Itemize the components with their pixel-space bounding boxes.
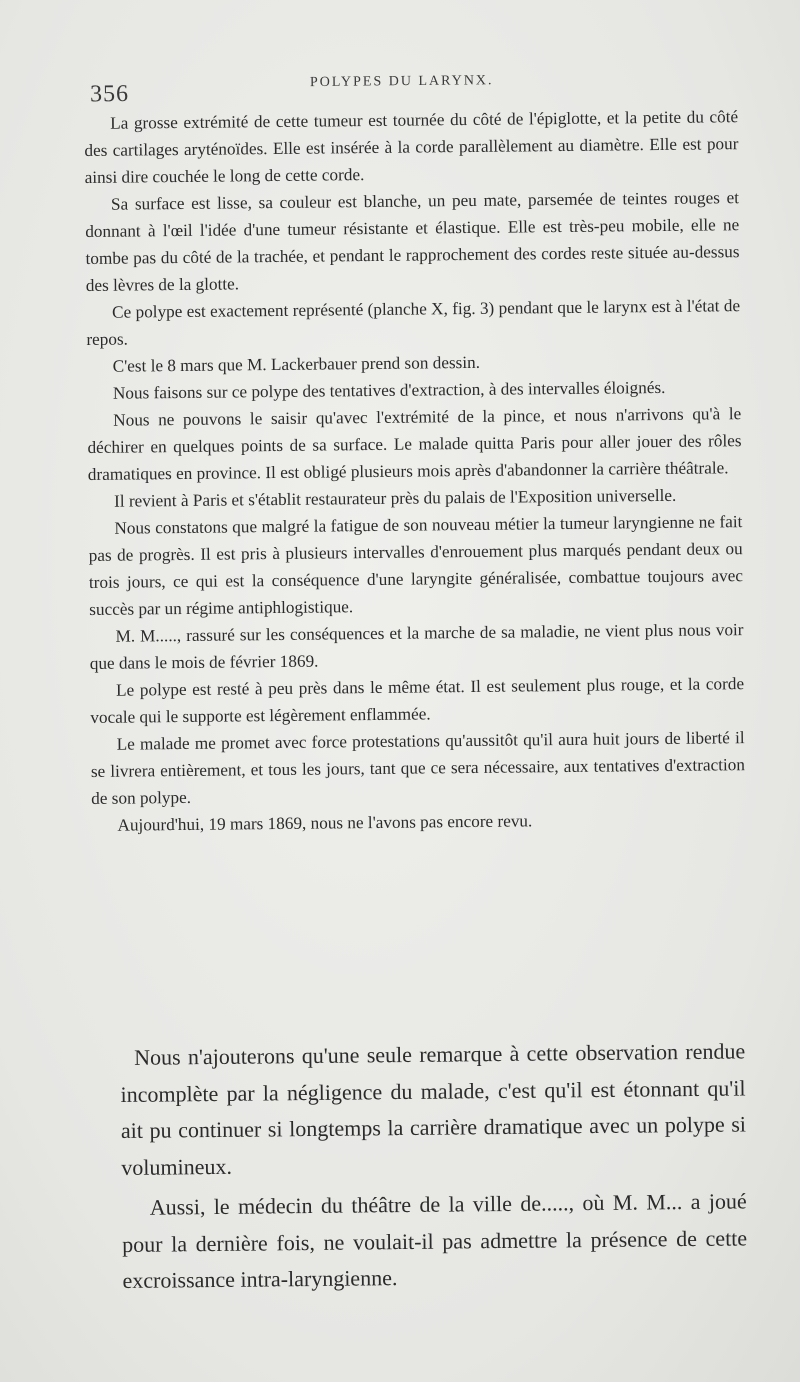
paragraph: Le malade me promet avec force protestations qu'aussitôt qu'il aura huit jours de liberté il se livrera entièrement, et tous les jours, tant que ce sera nécessaire, aux tentatives d'extraction de son polype. [90,728,745,808]
page-number: 356 [89,80,130,108]
paragraph: La grosse extrémité de cette tumeur est tournée du côté de l'épiglotte, et la petite du côté des cartilages aryténoïdes. Elle est insérée à la corde parallèlement au diamètre. Elle est pour ainsi dire couchée le long de cette corde. [84,107,739,187]
paragraph: Ce polype est exactement représenté (planche X, fig. 3) pendant que le larynx est à l'état de repos. [86,296,741,349]
paragraph: Il revient à Paris et s'établit restaurateur près du palais de l'Exposition universelle. [113,485,677,511]
running-title: POLYPES DU LARYNX. [309,73,494,91]
commentary-text [120,1033,748,1303]
paragraph: Aujourd'hui, 19 mars 1869, nous ne l'avons pas encore revu. [117,811,533,835]
paragraph: Nous faisons sur ce polype des tentatives d'extraction, à des intervalles éloignés. [112,377,666,403]
paragraph: Le polype est resté à peu près dans le même état. Il est seulement plus rouge, et la corde vocale qui le supporte est légèrement enflammée. [90,674,745,727]
paragraph: C'est le 8 mars que M. Lackerbauer prend son dessin. [112,352,481,376]
observation-text [84,103,746,839]
paragraph: Aussi, le médecin du théâtre de la ville de....., où M. M... a joué pour la dernière fois, ne voulait-il pas admettre la présence de cette excroissance intra-laryngienne. [122,1188,748,1293]
paragraph: Nous n'ajouterons qu'une seule remarque à cette observation rendue incomplète par la négligence du malade, c'est qu'il est étonnant qu'il ait pu continuer si longtemps la carrière dramatique avec un polype si volumineux. [120,1038,747,1180]
paragraph: M. M....., rassuré sur les conséquences et la marche de sa maladie, ne vient plus nous voir que dans le mois de février 1869. [89,620,744,673]
paragraph: Nous ne pouvons le saisir qu'avec l'extrémité de la pince, et nous n'arrivons qu'à le déchirer en quelques points de sa surface. Le malade quitta Paris pour aller jouer des rôles dramatiques en province. Il est obligé plusieurs mois après d'abandonner la carrière théâtrale. [87,404,742,484]
paragraph: Sa surface est lisse, sa couleur est blanche, un peu mate, parsemée de teintes rouges et donnant à l'œil l'idée d'une tumeur résistante et élastique. Elle est très-peu mobile, elle ne tombe pas du côté de la trachée, et pendant le rapprochement des cordes reste située au-dessus des lèvres de la glotte. [85,188,740,295]
page-header [90,69,740,106]
paragraph: Nous constatons que malgré la fatigue de son nouveau métier la tumeur laryngienne ne fait pas de progrès. Il est pris à plusieurs intervalles d'enrouement plus marqués pendant deux ou trois jours, ce qui est la conséquence d'une laryngite généralisée, combattue toujours avec succès par un régime antiphlogistique. [88,512,744,619]
